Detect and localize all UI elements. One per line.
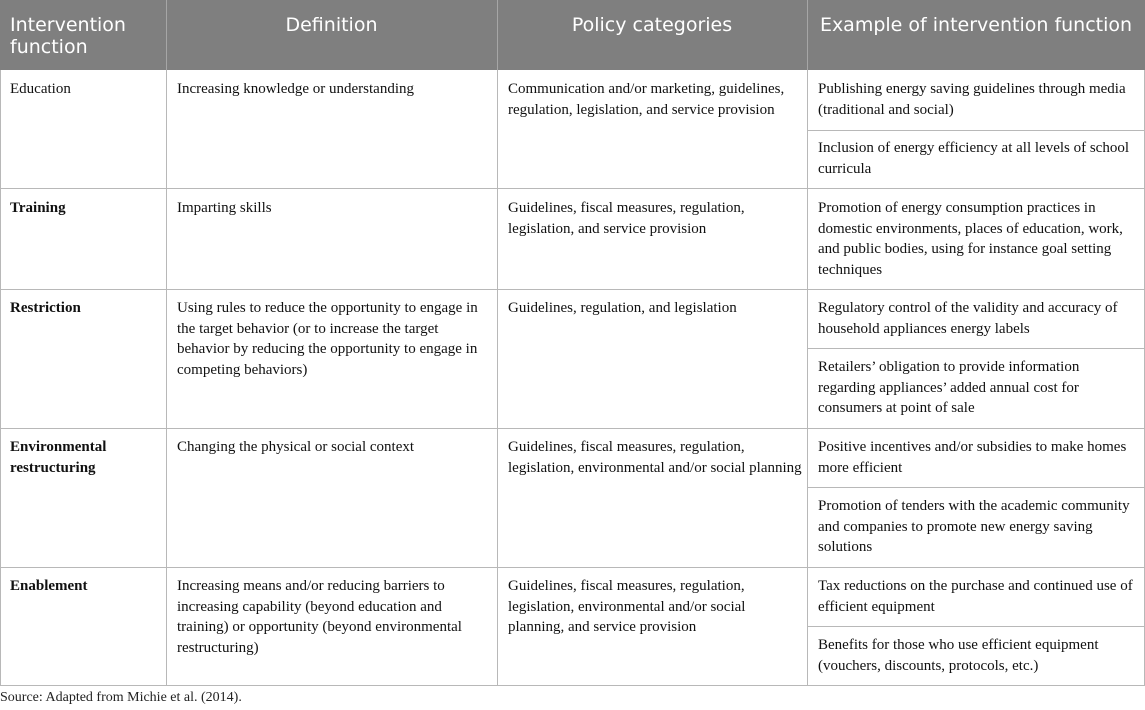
row-environmental-definition: Changing the physical or social context [177, 439, 415, 455]
row-enablement-example-1: Tax reductions on the purchase and continued use of efficient equipment [818, 578, 1133, 615]
row-training-policy: Guidelines, fiscal measures, regulation, legislation, and service provision [508, 200, 745, 237]
row-restriction-policy: Guidelines, regulation, and legislation [508, 300, 737, 316]
row-education-policy: Communication and/or marketing, guidelines, regulation, legislation, and service provision [508, 81, 785, 118]
row-training-example-1: Promotion of energy consumption practices in domestic environments, places of education, work, and public bodies, using for instance goal setting techniques [818, 200, 1123, 278]
row-environmental-example-2: Promotion of tenders with the academic community and companies to promote new energy saving solutions [818, 498, 1130, 556]
grid-line [807, 70, 808, 686]
header-policy-categories: Policy categories [497, 0, 807, 70]
example-divider [807, 348, 1145, 349]
row-enablement-example-2: Benefits for those who use efficient equipment (vouchers, discounts, protocols, etc.) [818, 637, 1099, 674]
header-divider [807, 0, 808, 70]
row-restriction-definition: Using rules to reduce the opportunity to engage in the target behavior (or to increase the target behavior by reducing the opportunity to engage in competing behaviors) [177, 300, 478, 378]
header-intervention-function [0, 0, 166, 70]
row-education-example-2: Inclusion of energy efficiency at all levels of school curricula [818, 140, 1130, 177]
table-bottom-border [0, 685, 1145, 686]
row-environmental-function: Environmental restructuring [10, 439, 107, 476]
row-training-function: Training [10, 200, 66, 216]
row-divider [0, 428, 1145, 429]
header-divider [166, 0, 167, 70]
header-text-line2: function [10, 36, 88, 58]
row-divider [0, 188, 1145, 189]
example-divider [807, 130, 1145, 131]
grid-line [497, 70, 498, 686]
grid-line [0, 70, 1, 686]
grid-line [166, 70, 167, 686]
header-definition: Definition [166, 0, 497, 70]
example-divider [807, 626, 1145, 627]
row-education-definition: Increasing knowledge or understanding [177, 81, 415, 97]
header-example: Example of intervention function [807, 0, 1145, 70]
example-divider [807, 487, 1145, 488]
row-divider [0, 567, 1145, 568]
row-enablement-function: Enablement [10, 578, 88, 594]
row-restriction-example-2: Retailers’ obligation to provide information regarding appliances’ added annual cost for consumers at point of sale [818, 359, 1080, 417]
row-environmental-policy: Guidelines, fiscal measures, regulation, legislation, environmental and/or social planning [508, 439, 802, 476]
row-education-example-1: Publishing energy saving guidelines through media (traditional and social) [818, 81, 1126, 118]
header-text-line1: Intervention [10, 14, 126, 36]
row-training-definition: Imparting skills [177, 200, 272, 216]
row-environmental-example-1: Positive incentives and/or subsidies to make homes more efficient [818, 439, 1127, 476]
row-divider [0, 289, 1145, 290]
row-restriction-function: Restriction [10, 300, 81, 316]
source-note: Source: Adapted from Michie et al. (2014). [0, 690, 242, 705]
row-education-function: Education [10, 81, 71, 97]
row-enablement-definition: Increasing means and/or reducing barriers to increasing capability (beyond education and training) or opportunity (beyond environmental restructuring) [177, 578, 462, 656]
header-divider [497, 0, 498, 70]
row-enablement-policy: Guidelines, fiscal measures, regulation, legislation, environmental and/or social planning, and service provision [508, 578, 746, 636]
row-restriction-example-1: Regulatory control of the validity and accuracy of household appliances energy labels [818, 300, 1118, 337]
